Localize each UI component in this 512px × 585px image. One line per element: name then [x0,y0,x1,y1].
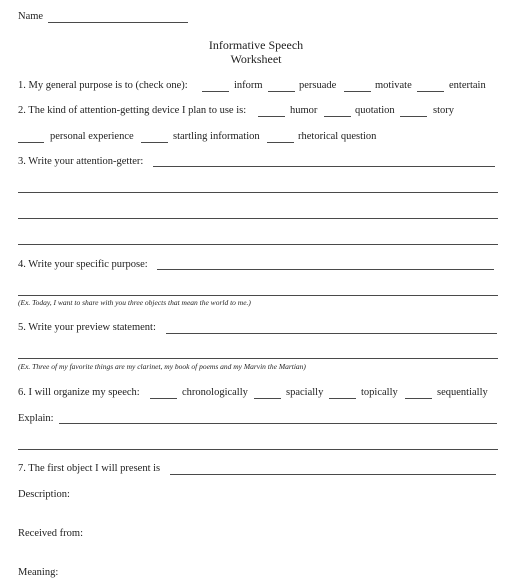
q1-option-inform: inform [234,80,263,91]
q5-example: (Ex. Three of my favorite things are my clarinet, my book of poems and my Marvin the Martian) [18,362,306,371]
q3-answer-line-3[interactable] [18,218,498,219]
q5-answer-line-1[interactable] [166,333,497,334]
q1-option-motivate: motivate [375,80,412,91]
q3-prompt: 3. Write your attention-getter: [18,156,144,167]
q1-option-persuade: persuade [299,80,337,91]
q6-explain-label: Explain: [18,413,54,424]
q7-meaning-label: Meaning: [18,567,59,578]
name-input-line[interactable] [48,22,188,23]
q2-checkbox-rhetorical-question[interactable] [267,142,294,143]
q6-option-topically: topically [361,387,398,398]
q2-checkbox-humor[interactable] [258,116,285,117]
q3-answer-line-2[interactable] [18,192,498,193]
q2-checkbox-startling-information[interactable] [141,142,168,143]
q2-option-quotation: quotation [355,105,395,116]
page-title: Informative Speech [208,38,304,52]
q5-prompt: 5. Write your preview statement: [18,322,156,333]
q5-answer-line-2[interactable] [18,358,498,359]
q2-checkbox-personal-experience[interactable] [18,142,44,143]
q4-prompt: 4. Write your specific purpose: [18,259,148,270]
q2-checkbox-story[interactable] [400,116,427,117]
q6-checkbox-chronologically[interactable] [150,398,177,399]
q2-option-personal-experience: personal experience [50,131,134,142]
q7-received-from-label: Received from: [18,528,84,539]
q7-answer-line[interactable] [170,474,496,475]
q1-checkbox-motivate[interactable] [344,91,371,92]
q2-option-story: story [433,105,454,116]
q6-explain-line-1[interactable] [59,423,497,424]
q2-option-rhetorical-question: rhetorical question [298,131,377,142]
q1-checkbox-persuade[interactable] [268,91,295,92]
q7-description-label: Description: [18,489,70,500]
q4-answer-line-1[interactable] [157,269,494,270]
q6-explain-line-2[interactable] [18,449,498,450]
q4-answer-line-2[interactable] [18,295,498,296]
q3-answer-line-4[interactable] [18,244,498,245]
q1-option-entertain: entertain [449,80,486,91]
q3-answer-line-1[interactable] [153,166,495,167]
q1-prompt: 1. My general purpose is to (check one): [18,80,188,91]
q6-prompt: 6. I will organize my speech: [18,387,140,398]
q2-checkbox-quotation[interactable] [324,116,351,117]
q2-prompt: 2. The kind of attention-getting device I plan to use is: [18,105,247,116]
q1-checkbox-entertain[interactable] [417,91,444,92]
q6-option-sequentially: sequentially [437,387,488,398]
q6-checkbox-topically[interactable] [329,398,356,399]
q4-example: (Ex. Today, I want to share with you three objects that mean the world to me.) [18,298,251,307]
q6-checkbox-spacially[interactable] [254,398,281,399]
q2-option-startling-information: startling information [173,131,260,142]
q6-option-spacially: spacially [286,387,324,398]
q1-checkbox-inform[interactable] [202,91,229,92]
name-label: Name [18,11,44,22]
q7-prompt: 7. The first object I will present is [18,463,161,474]
q6-option-chronologically: chronologically [182,387,248,398]
q6-checkbox-sequentially[interactable] [405,398,432,399]
page-subtitle: Worksheet [230,52,282,66]
q2-option-humor: humor [290,105,318,116]
